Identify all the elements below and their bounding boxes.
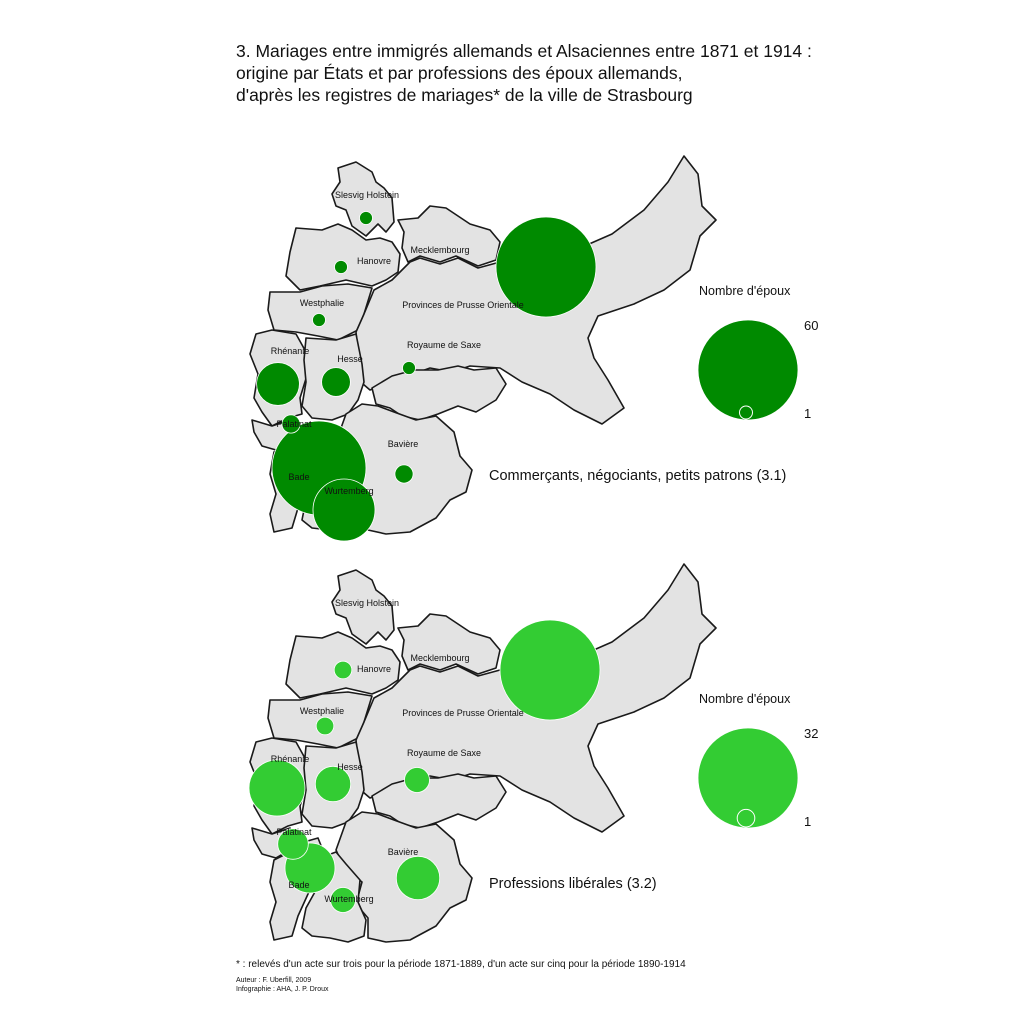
label-slesvig: Slesvig Holstein bbox=[334, 190, 400, 200]
label-westphalie: Westphalie bbox=[299, 298, 345, 308]
symbol-baviere bbox=[395, 465, 413, 483]
label-baviere: Bavière bbox=[387, 847, 419, 857]
legend bbox=[698, 284, 818, 421]
title-line-1: 3. Mariages entre immigrés allemands et Alsaciennes entre 1871 et 1914 : bbox=[236, 41, 812, 61]
map-commercants bbox=[0, 120, 1024, 570]
title-line-3: d'après les registres de mariages* de la ville de Strasbourg bbox=[236, 85, 693, 105]
legend bbox=[698, 692, 818, 829]
legend-max-circle bbox=[698, 320, 798, 420]
symbol-westphalie bbox=[316, 717, 334, 735]
legend-min-value: 1 bbox=[804, 406, 812, 421]
symbol-rhenanie bbox=[257, 363, 300, 406]
author-credit: Auteur : F. Uberfill, 2009 bbox=[236, 977, 312, 984]
label-hesse: Hesse bbox=[337, 762, 363, 772]
map-professions-liberales bbox=[0, 528, 1024, 978]
label-bade: Bade bbox=[288, 880, 310, 890]
label-palatinat: Palatinat bbox=[276, 827, 312, 837]
label-mecklembourg: Mecklembourg bbox=[410, 245, 470, 255]
symbol-hesse bbox=[322, 368, 351, 397]
symbol-slesvig bbox=[360, 212, 373, 225]
label-prusse: Provinces de Prusse Orientale bbox=[402, 708, 524, 718]
legend-title: Nombre d'époux bbox=[699, 284, 791, 298]
symbol-westphalie bbox=[313, 314, 326, 327]
label-hanovre: Hanovre bbox=[356, 664, 392, 674]
infographics-credit: Infographie : AHA, J. P. Droux bbox=[236, 986, 329, 993]
footnote: * : relevés d'un acte sur trois pour la période 1871-1889, d'un acte sur cinq pour la période 1890-1914 bbox=[236, 959, 686, 970]
label-westphalie: Westphalie bbox=[299, 706, 345, 716]
label-baviere: Bavière bbox=[387, 439, 419, 449]
label-wurtemberg: Wurtemberg bbox=[324, 486, 374, 496]
map-title bbox=[236, 40, 876, 106]
legend-max-value: 60 bbox=[804, 318, 819, 333]
label-saxe: Royaume de Saxe bbox=[406, 748, 482, 758]
label-hesse: Hesse bbox=[337, 354, 363, 364]
label-saxe: Royaume de Saxe bbox=[406, 340, 482, 350]
label-hanovre: Hanovre bbox=[356, 256, 392, 266]
map-caption: Professions libérales (3.2) bbox=[489, 876, 657, 892]
legend-max-value: 32 bbox=[804, 726, 819, 741]
label-prusse: Provinces de Prusse Orientale bbox=[402, 300, 524, 310]
legend-title: Nombre d'époux bbox=[699, 692, 791, 706]
label-bade: Bade bbox=[288, 472, 310, 482]
legend-min-value: 1 bbox=[804, 814, 812, 829]
map-caption: Commerçants, négociants, petits patrons (3.1) bbox=[489, 468, 787, 484]
label-rhenanie: Rhénanie bbox=[270, 346, 310, 356]
symbol-saxe bbox=[403, 362, 416, 375]
symbol-hanovre bbox=[335, 261, 348, 274]
symbol-baviere bbox=[396, 856, 439, 899]
symbol-rhenanie bbox=[249, 760, 305, 816]
legend-max-circle bbox=[698, 728, 798, 828]
symbol-saxe bbox=[405, 768, 430, 793]
symbol-hanovre bbox=[334, 661, 352, 679]
label-slesvig: Slesvig Holstein bbox=[334, 598, 400, 608]
label-mecklembourg: Mecklembourg bbox=[410, 653, 470, 663]
title-line-2: origine par États et par professions des époux allemands, bbox=[236, 63, 683, 83]
region-mecklembourg bbox=[398, 206, 500, 266]
label-wurtemberg: Wurtemberg bbox=[324, 894, 374, 904]
region-mecklembourg bbox=[398, 614, 500, 674]
symbol-prusse bbox=[500, 620, 600, 720]
label-palatinat: Palatinat bbox=[276, 419, 312, 429]
label-rhenanie: Rhénanie bbox=[270, 754, 310, 764]
